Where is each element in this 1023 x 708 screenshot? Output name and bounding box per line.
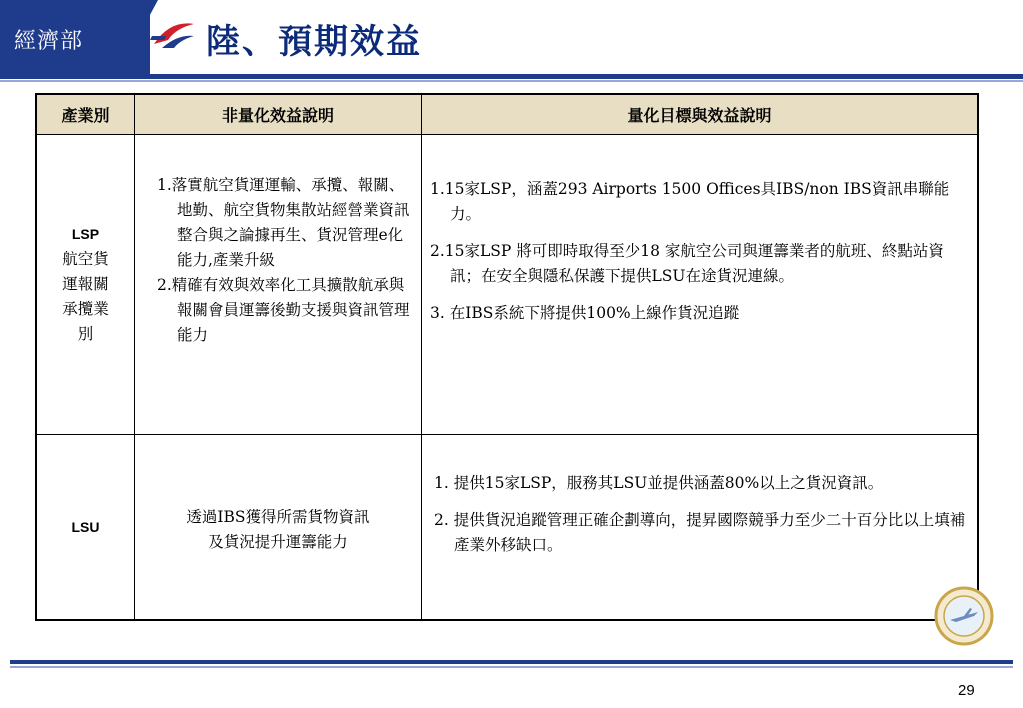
organization-seal-icon: [934, 586, 994, 646]
category-name-line: 運報關: [62, 275, 109, 293]
benefits-table: [35, 93, 979, 621]
qualitative-line: 及貨況提升運籌能力: [208, 533, 348, 551]
footer-rule: [10, 660, 1013, 664]
quantitative-item: 3. 在IBS系統下將提供100%上線作貨況追蹤: [430, 304, 740, 322]
table-row-lsu-qualitative: [135, 435, 422, 619]
header-rule: [0, 74, 1023, 79]
slide-header: [0, 0, 1023, 74]
qualitative-line: 透過IBS獲得所需貨物資訊: [186, 508, 370, 526]
category-name-line: 承攬業: [62, 300, 109, 318]
quantitative-item: 1.15家LSP，涵蓋293 Airports 1500 Offices具IBS/non IBS資訊串聯能力。: [430, 180, 950, 223]
table-row-lsu-quantitative: [422, 435, 977, 619]
table-header-quantitative: 量化目標與效益說明: [422, 95, 977, 135]
category-name-line: 別: [77, 325, 94, 343]
table-row-lsp-qualitative: [135, 135, 422, 435]
category-name-line: 航空貨: [62, 250, 109, 268]
table-row-lsp-category: [37, 135, 135, 435]
table-row-lsp-quantitative: [422, 135, 977, 435]
page-number: 29: [958, 682, 975, 699]
airline-swoosh-icon: [150, 16, 196, 56]
qualitative-item: 1.落實航空貨運運輸、承攬、報關、地勤、航空貨物集散站經營業資訊整合與之論據再生、貨況管理e化能力,產業升級: [157, 176, 410, 269]
org-name: 經濟部: [14, 29, 84, 54]
page-title: 陸、預期效益: [206, 22, 422, 62]
quantitative-item: 2.15家LSP 將可即時取得至少18 家航空公司與運籌業者的航班、終點站資訊；在安全與隱私保護下提供LSU在途貨況連線。: [430, 242, 944, 285]
category-code: LSU: [71, 519, 100, 535]
table-header-qualitative: 非量化效益說明: [135, 95, 422, 135]
qualitative-item: 2.精確有效與效率化工具擴散航承與報關會員運籌後勤支援與資訊管理能力: [157, 276, 410, 344]
table-header-industry: 產業別: [37, 95, 135, 135]
category-code: LSP: [71, 226, 100, 242]
header-rule-thin: [0, 80, 1023, 82]
footer-rule-thin: [10, 666, 1013, 668]
table-row-lsu-category: [37, 435, 135, 619]
quantitative-item: 2. 提供貨況追蹤管理正確企劃導向，提昇國際競爭力至少二十百分比以上填補產業外移缺口。: [434, 511, 966, 554]
quantitative-item: 1. 提供15家LSP，服務其LSU並提供涵蓋80%以上之貨況資訊。: [434, 474, 884, 492]
